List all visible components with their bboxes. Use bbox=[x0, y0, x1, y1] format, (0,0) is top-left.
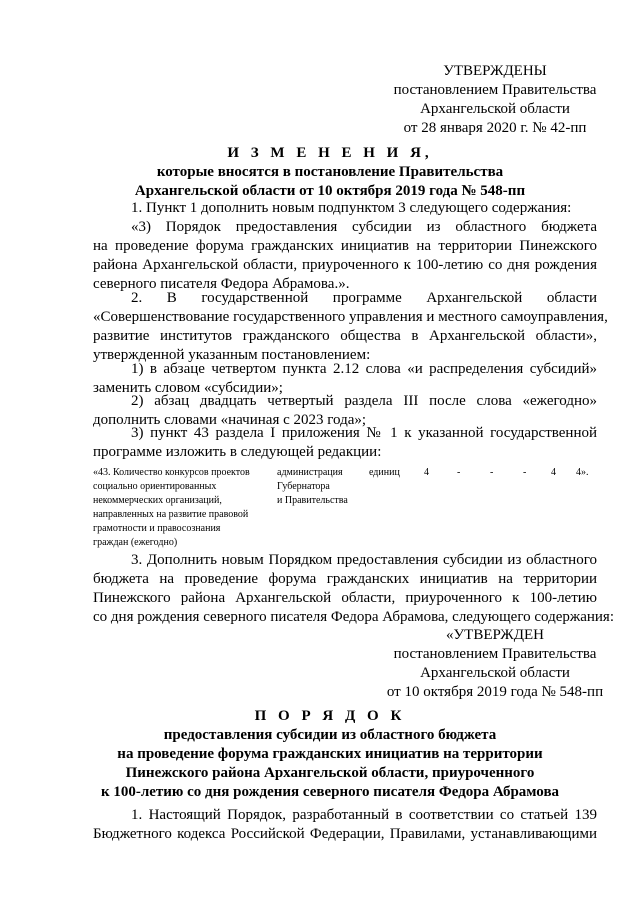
text-line: 3. Дополнить новым Порядком предоставления субсидии из областного bbox=[131, 552, 597, 568]
cell-line: некоммерческих организаций, bbox=[93, 495, 222, 506]
cell-line: граждан (ежегодно) bbox=[93, 537, 178, 548]
subitem-3 bbox=[93, 424, 597, 462]
changes-subtitle-line: которые вносятся в постановление Правительства bbox=[156, 164, 504, 180]
paragraph-item-1 bbox=[93, 199, 597, 218]
text-line: 1) в абзаце четвертом пункта 2.12 слова «и распределения субсидий» bbox=[131, 361, 597, 377]
paragraph-item-2 bbox=[93, 289, 608, 365]
text-line: бюджета на проведение форума гражданских инициатив на территории bbox=[93, 571, 597, 587]
approval-line: от 28 января 2020 г. № 42-пп bbox=[403, 120, 587, 136]
responsible-cell bbox=[277, 466, 348, 508]
procedure-paragraph-1 bbox=[93, 806, 597, 844]
approval-line: постановлением Правительства bbox=[393, 646, 597, 662]
value-cell: 4 bbox=[551, 467, 556, 478]
text-line: заменить словом «субсидии»; bbox=[93, 380, 283, 396]
text-line: Бюджетного кодекса Российской Федерации, Правилами, устанавливающими bbox=[93, 826, 597, 842]
text-line: 1. Настоящий Порядок, разработанный в соответствии со статьей 139 bbox=[131, 807, 597, 823]
approval-line: «УТВЕРЖДЕН bbox=[446, 627, 544, 643]
procedure-title bbox=[60, 707, 600, 802]
text-line: 2) абзац двадцать четвертый раздела III после слова «ежегодно» bbox=[131, 393, 597, 409]
text-line: со дня рождения северного писателя Федора Абрамова, следующего содержания: bbox=[93, 609, 615, 625]
text-line: «3) Порядок предоставления субсидии из областного бюджета bbox=[131, 219, 597, 235]
approval-block-2 bbox=[345, 626, 640, 702]
cell-line: Губернатора bbox=[277, 481, 330, 492]
approval-line: УТВЕРЖДЕНЫ bbox=[443, 63, 547, 79]
procedure-subtitle-line: предоставления субсидии из областного бюджета bbox=[163, 727, 497, 743]
text-line: 2. В государственной программе Архангельской области bbox=[131, 290, 597, 306]
approval-line: Архангельской области bbox=[420, 665, 570, 681]
cell-line: направленных на развитие правовой bbox=[93, 509, 249, 520]
changes-heading: И З М Е Н Е Н И Я, bbox=[227, 145, 433, 161]
procedure-subtitle-line: к 100-летию со дня рождения северного писателя Федора Абрамова bbox=[100, 784, 560, 800]
cell-line: «43. Количество конкурсов проектов bbox=[93, 467, 250, 478]
cell-line: администрация bbox=[277, 467, 343, 478]
text-line: утвержденной указанным постановлением: bbox=[93, 347, 371, 363]
approval-line: Архангельской области bbox=[420, 101, 570, 117]
cell-line: грамотности и правосознания bbox=[93, 523, 221, 534]
text-line: на проведение форума гражданских инициатив на территории Пинежского bbox=[93, 238, 597, 254]
value-cell: - bbox=[523, 467, 527, 478]
text-line: Пинежского района Архангельской области, приуроченного к 100-летию bbox=[93, 590, 597, 606]
cell-line: и Правительства bbox=[277, 495, 348, 506]
text-line: программе изложить в следующей редакции: bbox=[93, 444, 382, 460]
unit-cell: единиц bbox=[369, 467, 400, 478]
value-cell: - bbox=[490, 467, 494, 478]
value-cell: - bbox=[457, 467, 461, 478]
procedure-subtitle-line: Пинежского района Архангельской области, приуроченного bbox=[125, 765, 535, 781]
text-line: 1. Пункт 1 дополнить новым подпунктом 3 следующего содержания: bbox=[131, 200, 572, 216]
text-line: 3) пункт 43 раздела I приложения № 1 к указанной государственной bbox=[131, 425, 597, 441]
paragraph-quote-3 bbox=[93, 218, 597, 294]
procedure-heading: П О Р Я Д О К bbox=[254, 708, 406, 724]
indicator-name-cell bbox=[93, 466, 250, 550]
changes-subtitle-line: Архангельской области от 10 октября 2019 года № 548-пп bbox=[134, 183, 526, 199]
text-line: северного писателя Федора Абрамова.». bbox=[93, 276, 350, 292]
text-line: развитие институтов гражданского общества в Архангельской области», bbox=[93, 328, 597, 344]
value-cell: 4». bbox=[576, 467, 589, 478]
changes-title bbox=[60, 144, 600, 201]
text-line: дополнить словами «начиная с 2023 года»; bbox=[93, 412, 367, 428]
approval-line: от 10 октября 2019 года № 548-пп bbox=[386, 684, 604, 700]
paragraph-item-3 bbox=[93, 551, 615, 627]
text-line: района Архангельской области, приуроченного к 100-летию со дня рождения bbox=[93, 257, 597, 273]
procedure-subtitle-line: на проведение форума гражданских инициатив на территории bbox=[117, 746, 543, 762]
text-line: «Совершенствование государственного управления и местного самоуправления, bbox=[93, 309, 608, 325]
approval-line: постановлением Правительства bbox=[393, 82, 597, 98]
approval-block-1 bbox=[345, 62, 640, 138]
cell-line: социально ориентированных bbox=[93, 481, 217, 492]
value-cell: 4 bbox=[424, 467, 429, 478]
